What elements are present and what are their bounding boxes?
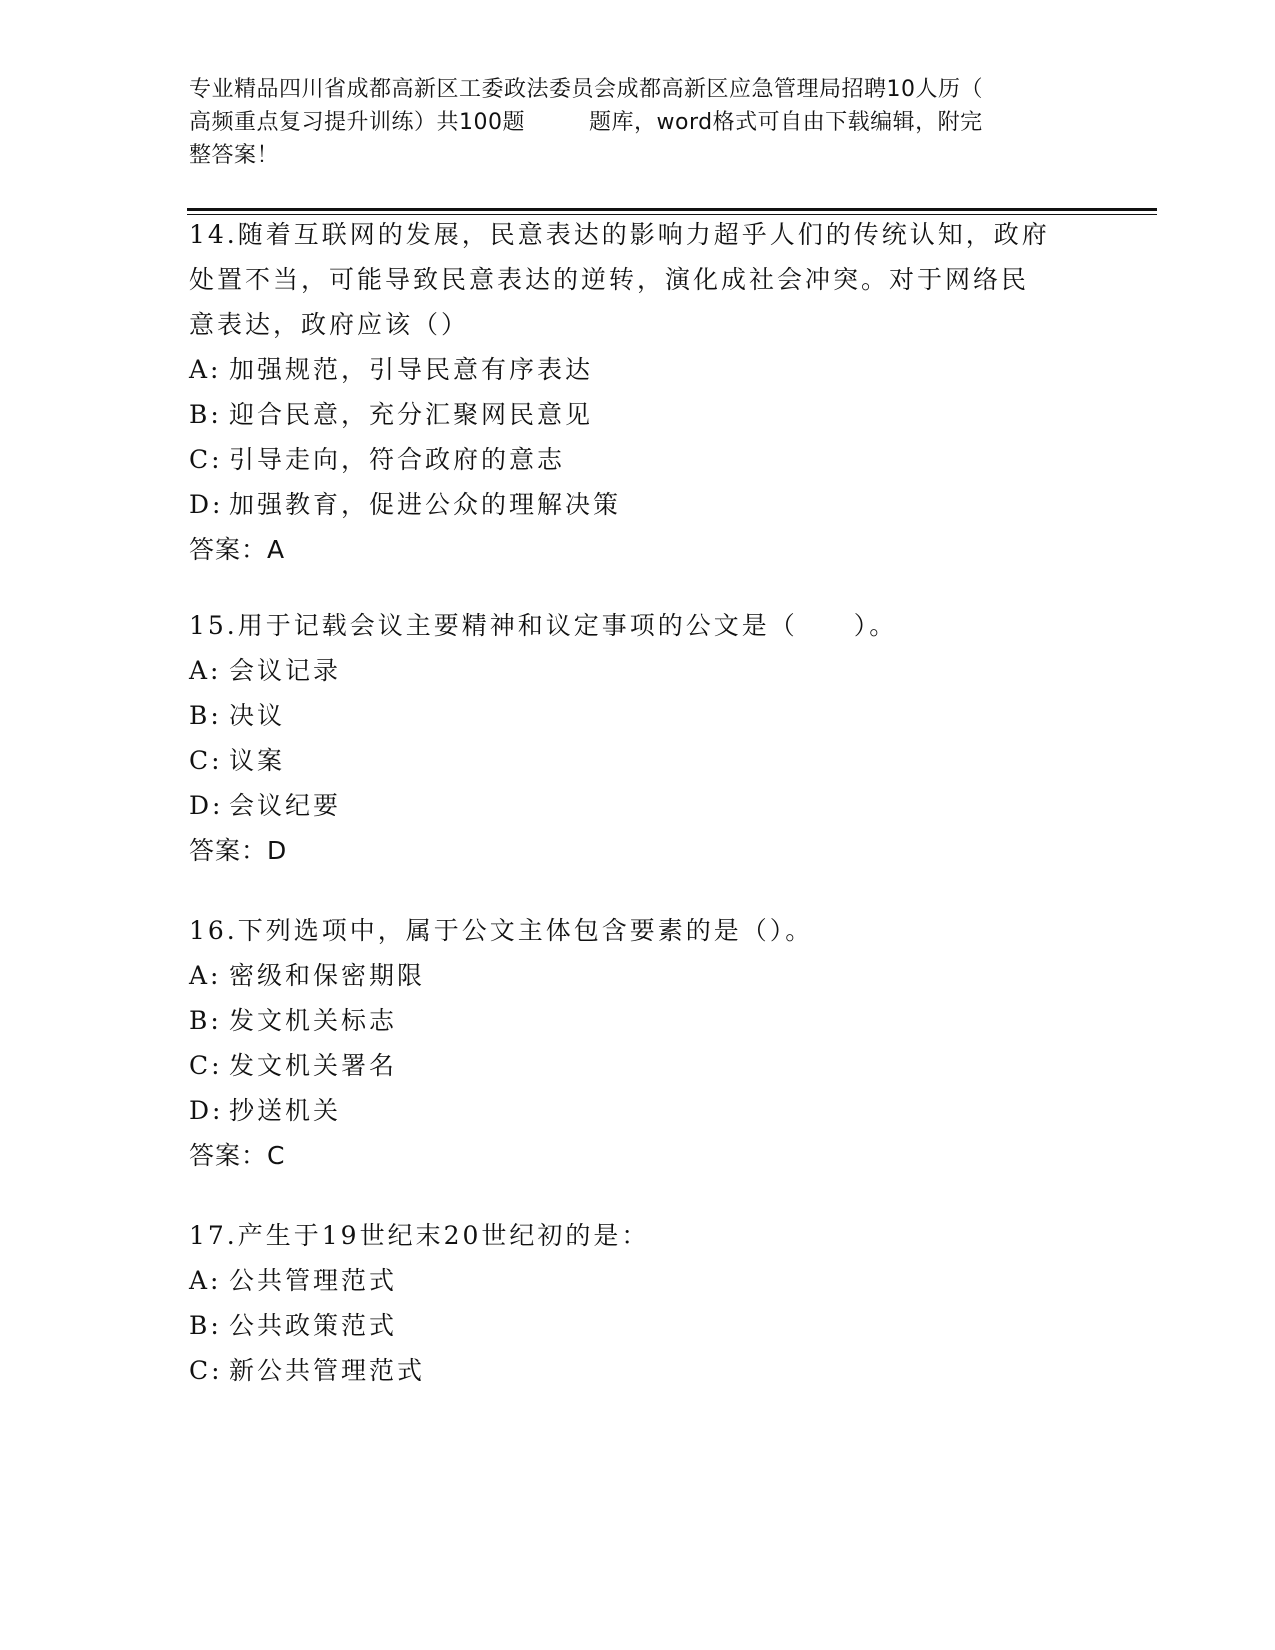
question-text-line: 17.产生于19世纪末20世纪初的是： xyxy=(189,1221,650,1250)
option-label: B: xyxy=(189,1311,222,1340)
option-text: 会议纪要 xyxy=(229,791,342,820)
option-d xyxy=(189,1088,1089,1133)
option-label: B: xyxy=(189,400,222,429)
option-c xyxy=(189,1043,1089,1088)
option-text: 公共政策范式 xyxy=(229,1311,398,1340)
option-text: 发文机关署名 xyxy=(229,1051,398,1080)
option-d xyxy=(189,783,1089,828)
question-text-line: 意表达，政府应该（） xyxy=(189,310,470,339)
option-b xyxy=(189,693,1089,738)
option-text: 会议记录 xyxy=(229,656,342,685)
option-label: C: xyxy=(189,1051,223,1080)
header-line-3: 整答案！ xyxy=(189,143,280,168)
option-text: 决议 xyxy=(229,701,286,730)
option-b xyxy=(189,392,1089,437)
answer-line: 答案：C xyxy=(189,1141,286,1170)
option-text: 发文机关标志 xyxy=(229,1006,398,1035)
option-label: C: xyxy=(189,445,223,474)
header-line-2a: 高频重点复习提升训练）共100题 xyxy=(189,110,525,135)
option-label: D: xyxy=(189,490,224,519)
option-c xyxy=(189,738,1089,783)
header-line-2 xyxy=(189,106,1069,139)
option-text: 加强教育，促进公众的理解决策 xyxy=(229,490,622,519)
option-b xyxy=(189,1303,1089,1348)
option-label: B: xyxy=(189,1006,222,1035)
option-a xyxy=(189,953,1089,998)
question-text-line: 15.用于记载会议主要精神和议定事项的公文是（ ）。 xyxy=(189,611,898,640)
option-text: 抄送机关 xyxy=(229,1096,342,1125)
option-text: 新公共管理范式 xyxy=(229,1356,426,1385)
option-c xyxy=(189,437,1089,482)
option-b xyxy=(189,998,1089,1043)
question-15 xyxy=(189,603,1089,873)
option-text: 公共管理范式 xyxy=(229,1266,398,1295)
question-17 xyxy=(189,1213,1089,1393)
question-14 xyxy=(189,212,1089,572)
option-a xyxy=(189,1258,1089,1303)
option-label: B: xyxy=(189,701,222,730)
header-line-1: 专业精品四川省成都高新区工委政法委员会成都高新区应急管理局招聘10人历（ xyxy=(189,77,983,102)
option-a xyxy=(189,347,1089,392)
answer-line: 答案：A xyxy=(189,535,286,564)
option-text: 迎合民意，充分汇聚网民意见 xyxy=(229,400,594,429)
option-label: C: xyxy=(189,746,223,775)
question-text-line: 处置不当，可能导致民意表达的逆转，演化成社会冲突。对于网络民 xyxy=(189,265,1030,294)
option-text: 引导走向，符合政府的意志 xyxy=(229,445,566,474)
option-label: A: xyxy=(189,1266,222,1295)
option-label: A: xyxy=(189,656,222,685)
answer-line: 答案：D xyxy=(189,836,288,865)
question-text-line: 14.随着互联网的发展，民意表达的影响力超乎人们的传统认知，政府 xyxy=(189,220,1050,249)
question-16 xyxy=(189,908,1089,1178)
document-header xyxy=(189,73,1069,172)
header-line-2b: 题库，word格式可自由下载编辑，附完 xyxy=(589,110,983,135)
option-text: 密级和保密期限 xyxy=(229,961,426,990)
option-label: A: xyxy=(189,961,222,990)
option-label: A: xyxy=(189,355,222,384)
option-label: D: xyxy=(189,1096,224,1125)
option-d xyxy=(189,482,1089,527)
option-a xyxy=(189,648,1089,693)
option-label: D: xyxy=(189,791,224,820)
header-divider-thick xyxy=(187,208,1157,211)
option-text: 加强规范，引导民意有序表达 xyxy=(229,355,594,384)
option-c xyxy=(189,1348,1089,1393)
option-text: 议案 xyxy=(229,746,286,775)
option-label: C: xyxy=(189,1356,223,1385)
question-text-line: 16.下列选项中，属于公文主体包含要素的是（）。 xyxy=(189,916,814,945)
